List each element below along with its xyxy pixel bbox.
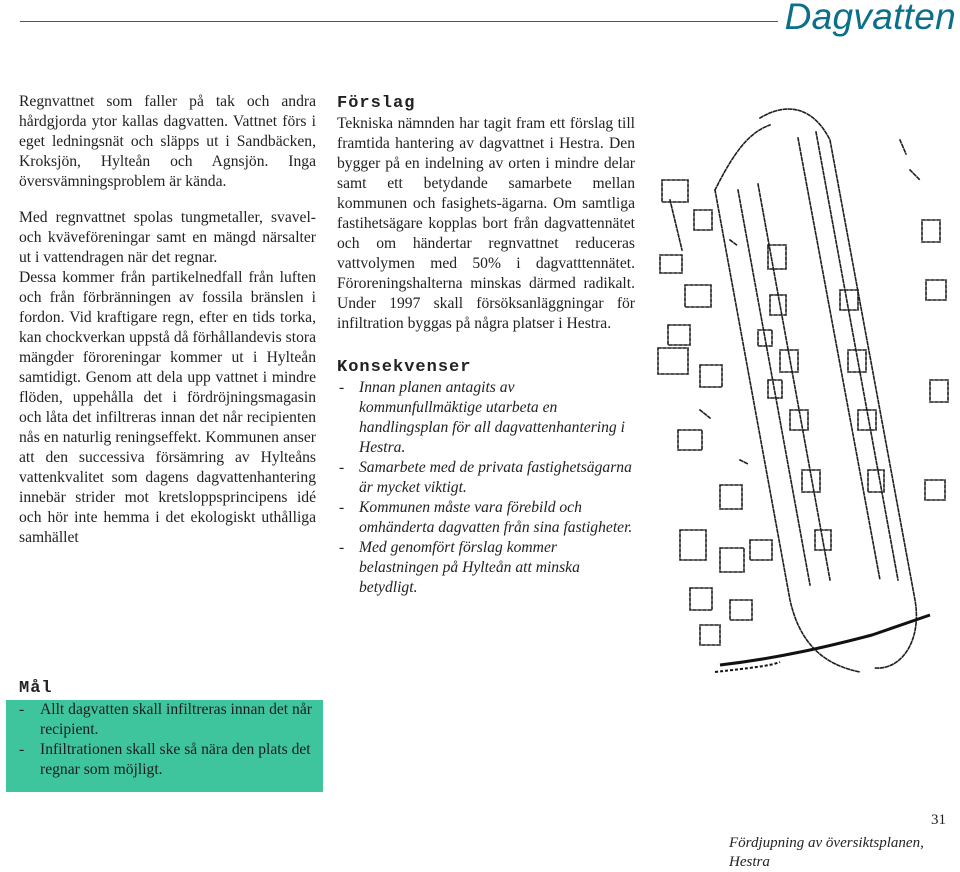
mal-item-text: Infiltrationen skall ske så nära den plats det regnar som möjligt. <box>40 741 311 778</box>
map-sketch-icon <box>640 80 958 680</box>
konsekvenser-list <box>337 378 635 598</box>
konsekvens-text: Med genomfört förslag kommer belastningen på Hylteån att minska betydligt. <box>359 539 580 596</box>
mal-item-text: Allt dagvatten skall infiltreras innan det når recipient. <box>40 701 312 738</box>
header-rule <box>20 21 778 22</box>
page-title: Dagvatten <box>784 0 956 37</box>
konsekvenser-heading: Konsekvenser <box>337 358 472 377</box>
mal-list <box>19 700 319 780</box>
dash-icon: - <box>339 539 345 556</box>
mal-heading: Mål <box>19 679 53 698</box>
konsekvens-text: Samarbete med de privata fastighetsägarna är mycket viktigt. <box>359 459 632 496</box>
middle-column <box>337 94 635 598</box>
mal-box <box>6 700 323 792</box>
konsekvens-text: Kommunen måste vara förebild och omhänderta dagvatten från sina fastigheter. <box>359 499 633 536</box>
intro-paragraph: Regnvattnet som faller på tak och andra hårdgjorda ytor kallas dagvatten. Vattnet förs i eget ledningsnät och släpps ut i Sandbäcken, Kroksjön, Hylteån och Agnsjön. Inga översvämningsproblem är kända. <box>19 93 316 190</box>
dash-icon: - <box>339 499 345 516</box>
konsekvens-item <box>337 458 635 498</box>
konsekvens-item <box>337 378 635 458</box>
dash-icon: - <box>339 379 345 396</box>
dagvatten-map <box>640 80 958 680</box>
page-number: 31 <box>931 812 946 828</box>
konsekvens-item <box>337 498 635 538</box>
footer-note: Fördjupning av översiktsplanen, Hestra <box>729 835 924 870</box>
konsekvens-item <box>337 538 635 598</box>
dash-icon: - <box>19 741 25 758</box>
dash-icon: - <box>339 459 345 476</box>
forslag-text: Tekniska nämnden har tagit fram ett förslag till framtida hantering av dagvattnet i Hestra. Den bygger på en indelning av orten i mindre delar samt ett betydande samarbete mellan kommunen och fasighets-ägarna. Om samtliga fastihetsägare kopplas bort från dagvattennätet och om händertar regnvattnet reduceras vattvolymen med 50% i dagvatttennätet. Föroreningshalterna minskas därmed radikalt. Under 1997 skall försöksanläggningar för infiltration byggas på några platser i Hestra. <box>337 115 635 332</box>
dash-icon: - <box>19 701 25 718</box>
mal-item <box>19 700 319 740</box>
sources-paragraph: Dessa kommer från partikelnedfall från luften och från förbränningen av fossila bränslen i fordon. Vid kraftigare regn, efter en tids torka, kan chockverkan uppstå då förhållandevis stora mängder föroreningar kommer ut i Hylteån samtidigt. Genom att dela upp vattnet i mindre flöden, uppehålla det i fördröjningsmagasin och låta det infiltreras innan det når recipienten nås en naturlig reningseffekt. Kommunen anser att den successiva försämring av Hylteåns vattenkvalitet som dagens dagvattenhantering innebär strider mot kretsloppsprincipens idé och hör inte hemma i det ekologiskt uthålliga samhället <box>19 269 316 546</box>
mal-item <box>19 740 319 780</box>
konsekvens-text: Innan planen antagits av kommunfullmäktige utarbeta en handlingsplan för all dagvattenhantering i Hestra. <box>359 379 625 456</box>
forslag-heading: Förslag <box>337 94 416 113</box>
pollutants-paragraph: Med regnvattnet spolas tungmetaller, svavel- och kväveföreningar samt en mängd närsalter ut i vattendragen när det regnar. <box>19 209 316 266</box>
left-column <box>19 92 316 548</box>
